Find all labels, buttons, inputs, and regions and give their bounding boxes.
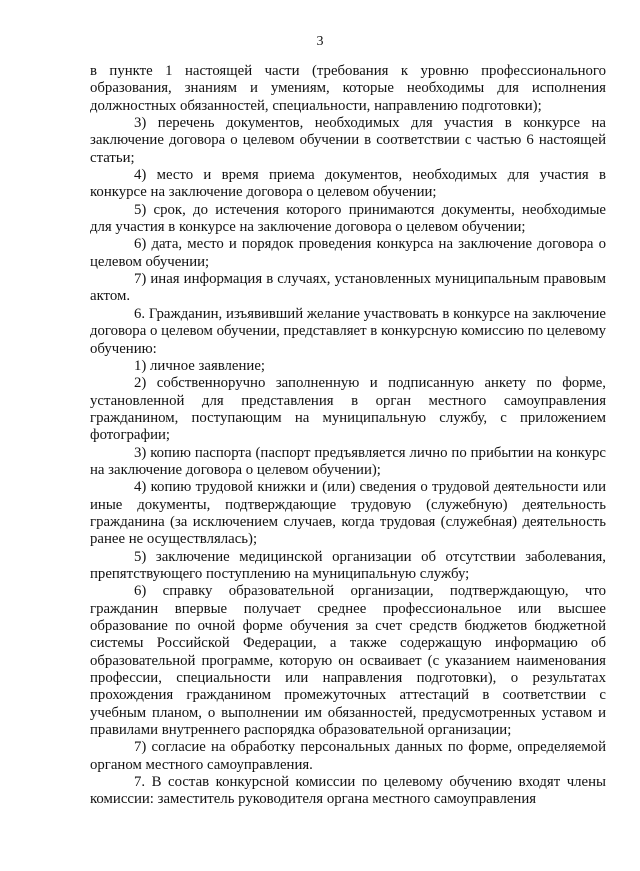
- paragraph-list-item-6: 6) дата, место и порядок проведения конкурса на заключение договора о целевом обучении;: [90, 236, 606, 270]
- paragraph-list-item-5: 5) срок, до истечения которого принимаются документы, необходимые для участия в конкурсе на заключение договора о целевом обучении;: [90, 201, 606, 236]
- paragraph-continuation: в пункте 1 настоящей части (требования к уровню профессионального образования, знаниям и умениям, которые необходимы для исполнения должностных обязанностей, специальности, направлению подготовки);: [90, 63, 606, 114]
- paragraph-doc-item-2: 2) собственноручно заполненную и подписанную анкету по форме, установленной для представления в орган местного самоуправления гражданином, поступающим на муниципальную службу, с приложением фотографии;: [90, 375, 606, 444]
- paragraph-section-7: 7. В состав конкурсной комиссии по целевому обучению входят члены комиссии: заместитель руководителя органа местного самоуправления: [90, 774, 606, 808]
- document-body: [90, 63, 606, 809]
- paragraph-list-item-7: 7) иная информация в случаях, установленных муниципальным правовым актом.: [90, 271, 606, 305]
- paragraph-doc-item-3: 3) копию паспорта (паспорт предъявляется лично по прибытии на конкурс на заключение договора о целевом обучении);: [90, 444, 606, 478]
- paragraph-doc-item-1: 1) личное заявление;: [134, 357, 266, 374]
- paragraph-section-6: 6. Гражданин, изъявивший желание участвовать в конкурсе на заключение договора о целевом обучении, представляет в конкурсную комиссию по целевому обучению:: [90, 305, 606, 357]
- paragraph-doc-item-5: 5) заключение медицинской организации об отсутствии заболевания, препятствующего поступлению на муниципальную службу;: [90, 548, 606, 582]
- page-number: 3: [316, 34, 324, 49]
- paragraph-list-item-4: 4) место и время приема документов, необходимых для участия в конкурсе на заключение договора о целевом обучении;: [90, 167, 606, 201]
- paragraph-doc-item-7: 7) согласие на обработку персональных данных по форме, определяемой органом местного самоуправления.: [90, 739, 606, 773]
- paragraph-list-item-3: 3) перечень документов, необходимых для участия в конкурсе на заключение договора о целевом обучении в соответствии с частью 6 настоящей статьи;: [90, 115, 606, 166]
- paragraph-doc-item-6: 6) справку образовательной организации, подтверждающую, что гражданин впервые получает среднее профессиональное или высшее образование по очной форме обучения за счет средств бюджетов бюджетной системы Российской Федерации, а также содержащую информацию об образовательной программе, которую он осваивает (с указанием наименования профессии, специальности или направления подготовки), о результатах прохождения гражданином промежуточных аттестаций в соответствии с учебным планом, о выполнении им обязанностей, предусмотренных уставом и правилами внутреннего распорядка образовательной организации;: [90, 583, 606, 739]
- paragraph-doc-item-4: 4) копию трудовой книжки и (или) сведения о трудовой деятельности или иные документы, подтверждающие трудовую (служебную) деятельность гражданина (за исключением случаев, когда трудовая (служебная) деятельность ранее не осуществлялась);: [90, 479, 606, 548]
